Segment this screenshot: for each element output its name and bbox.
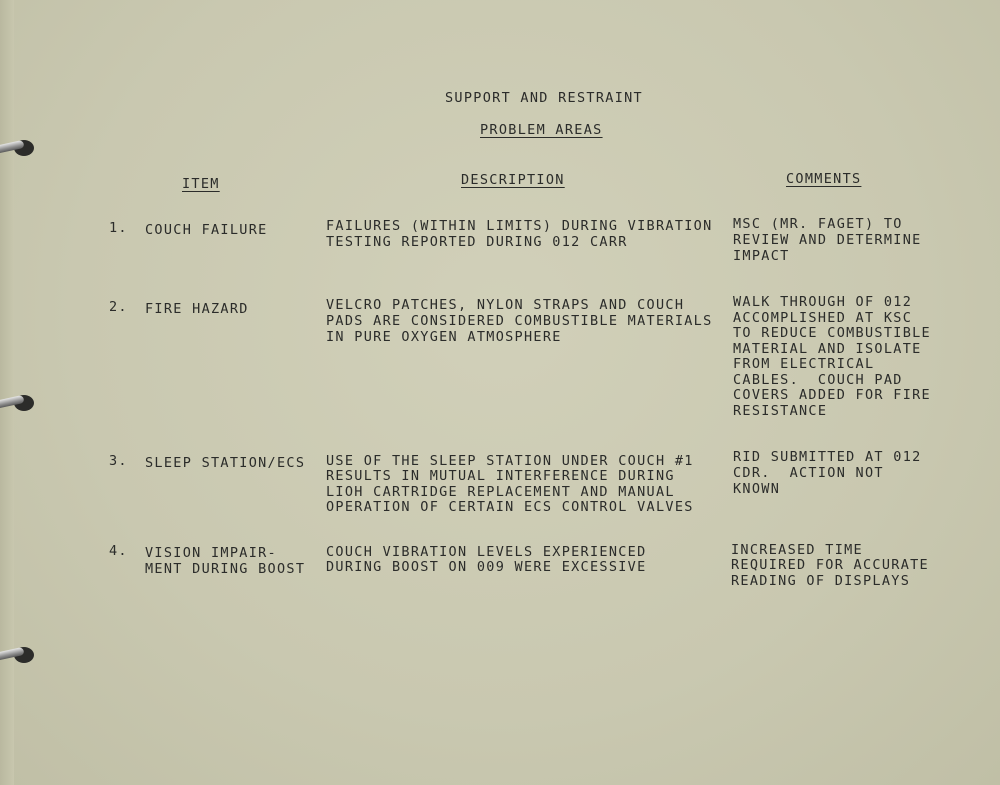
row-comment-line: COVERS ADDED FOR FIRE (733, 387, 931, 403)
header-comments: COMMENTS (786, 171, 862, 187)
row-description-line: IN PURE OXYGEN ATMOSPHERE (326, 329, 562, 345)
binder-ring-icon (0, 641, 40, 669)
row-comment-line: REVIEW AND DETERMINE (733, 232, 922, 248)
row-comment-line: RID SUBMITTED AT 012 (733, 449, 922, 465)
row-number: 1. (109, 220, 128, 236)
row-description-line: VELCRO PATCHES, NYLON STRAPS AND COUCH (326, 297, 685, 313)
row-comment-line: ACCOMPLISHED AT KSC (733, 310, 913, 326)
row-description-line: LIOH CARTRIDGE REPLACEMENT AND MANUAL (326, 484, 675, 500)
row-description-line: FAILURES (WITHIN LIMITS) DURING VIBRATION (326, 218, 713, 234)
row-comment-line: IMPACT (733, 248, 790, 264)
row-number: 3. (109, 453, 128, 469)
row-comment-line: KNOWN (733, 481, 781, 497)
row-comment-line: TO REDUCE COMBUSTIBLE (733, 325, 931, 341)
row-item: FIRE HAZARD (145, 301, 249, 317)
row-comment-line: REQUIRED FOR ACCURATE (731, 557, 929, 573)
row-comment-line: MATERIAL AND ISOLATE (733, 341, 922, 357)
row-comment-line: MSC (MR. FAGET) TO (733, 216, 903, 232)
row-description-line: RESULTS IN MUTUAL INTERFERENCE DURING (326, 468, 675, 484)
row-comment-line: CABLES. COUCH PAD (733, 372, 903, 388)
document-title: SUPPORT AND RESTRAINT (445, 90, 643, 106)
row-description-line: TESTING REPORTED DURING 012 CARR (326, 234, 628, 250)
row-item: COUCH FAILURE (145, 222, 268, 238)
row-comment-line: READING OF DISPLAYS (731, 573, 911, 589)
row-comment-line: INCREASED TIME (731, 542, 863, 558)
header-item: ITEM (182, 176, 220, 192)
row-comment-line: RESISTANCE (733, 403, 828, 419)
row-description-line: USE OF THE SLEEP STATION UNDER COUCH #1 (326, 453, 694, 469)
binder-ring-icon (0, 134, 40, 162)
row-item: MENT DURING BOOST (145, 561, 306, 577)
row-comment-line: WALK THROUGH OF 012 (733, 294, 913, 310)
row-description-line: PADS ARE CONSIDERED COMBUSTIBLE MATERIALS (326, 313, 713, 329)
row-item: VISION IMPAIR- (145, 545, 277, 561)
row-number: 4. (109, 543, 128, 559)
row-number: 2. (109, 299, 128, 315)
binder-ring-icon (0, 389, 40, 417)
row-comment-line: FROM ELECTRICAL (733, 356, 875, 372)
row-description-line: DURING BOOST ON 009 WERE EXCESSIVE (326, 559, 647, 575)
row-comment-line: CDR. ACTION NOT (733, 465, 884, 481)
header-description: DESCRIPTION (461, 172, 565, 188)
row-description-line: COUCH VIBRATION LEVELS EXPERIENCED (326, 544, 647, 560)
row-description-line: OPERATION OF CERTAIN ECS CONTROL VALVES (326, 499, 694, 515)
document-subtitle: PROBLEM AREAS (480, 122, 603, 138)
row-item: SLEEP STATION/ECS (145, 455, 306, 471)
